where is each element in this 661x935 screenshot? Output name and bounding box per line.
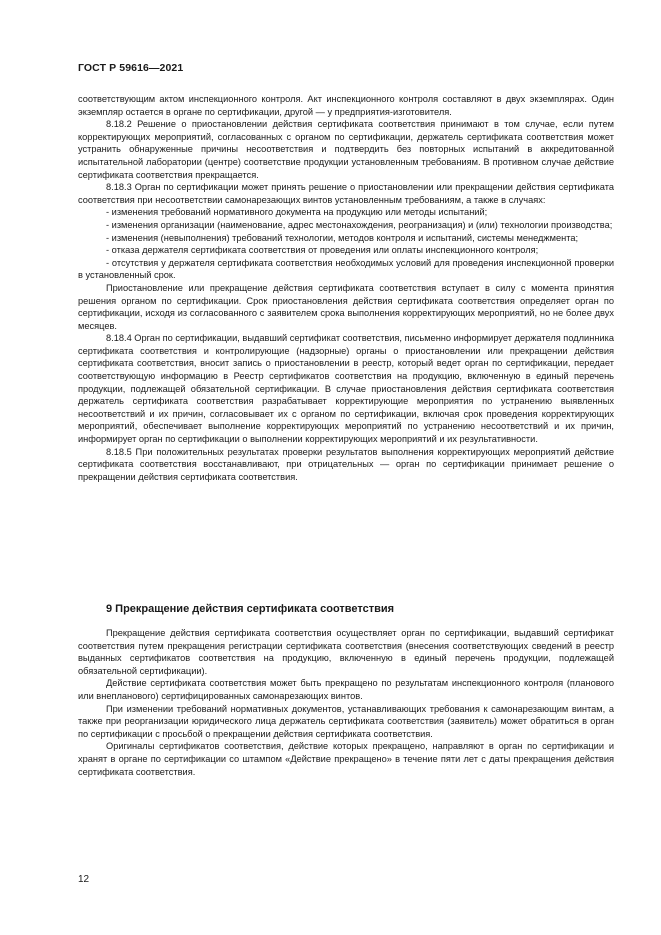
paragraph: Приостановление или прекращение действия сертификата соответствия вступает в силу с момента принятия решения органом по сертификации. Срок приостановления действия сертификата соответствия определяет орган по сертификации, исходя из согласованного с заявителем срока выполнения корректирующих мероприятий, но не более двух месяцев. <box>78 282 614 331</box>
paragraph: 8.18.2 Решение о приостановлении действия сертификата соответствия принимают в том случае, если путем корректирующих мероприятий, согласованных с органом по сертификации, держатель сертификата соответствия может устранить обнаруженные причины несоответствия и подтвердить без повторных испытаний в аккредитованной испытательной лаборатории (центре) соответствие продукции установленным требованиям. В противном случае действие сертификата соответствия прекращается. <box>78 119 614 180</box>
paragraph: При изменении требований нормативных документов, устанавливающих требования к самонарезающим винтам, а также при реорганизации юридического лица держатель сертификата соответствия (заявитель) может обратиться в орган по сертификации с просьбой о прекращении действия сертификата соответствия. <box>78 703 614 739</box>
paragraph: - отсутствия у держателя сертификата соответствия необходимых условий для проведения инспекционной проверки в установленный срок. <box>78 257 614 281</box>
section-9-title: 9 Прекращение действия сертификата соответствия <box>106 603 395 615</box>
page-number: 12 <box>78 874 90 885</box>
document-header: ГОСТ Р 59616—2021 <box>78 62 184 74</box>
paragraph: 8.18.3 Орган по сертификации может принять решение о приостановлении или прекращении действия сертификата соответствия при несоответствии самонарезающих винтов установленным требованиям, а также в случаях: <box>78 182 614 205</box>
paragraph: соответствующим актом инспекционного контроля. Акт инспекционного контроля составляют в двух экземплярах. Один экземпляр остается в органе по сертификации, другой — у предприятия-изготовителя. <box>78 94 614 117</box>
paragraph: - изменения требований нормативного документа на продукцию или методы испытаний; <box>106 207 488 218</box>
section-8-text <box>78 93 614 483</box>
paragraph: Оригиналы сертификатов соответствия, действие которых прекращено, направляют в орган по сертификации и хранят в органе по сертификации со штампом «Действие прекращено» в течение пяти лет с даты прекращения действия сертификата соответствия. <box>78 741 614 777</box>
section-9-text <box>78 627 614 778</box>
paragraph: Прекращение действия сертификата соответствия осуществляет орган по сертификации, выдавший сертификат соответствия путем прекращения регистрации сертификата соответствия (внесения соответствующих сведений в реестр выданных сертификатов соответствия на продукцию, включенную в единый перечень продукции, подлежащей обязательной сертификации). <box>78 628 614 676</box>
paragraph: - изменения (невыполнения) требований технологии, методов контроля и испытаний, системы менеджмента; <box>106 232 579 243</box>
paragraph: 8.18.4 Орган по сертификации, выдавший сертификат соответствия, письменно информирует держателя подлинника сертификата соответствия и контролирующие (надзорные) органы о приостановлении или прекращении действия сертификата соответствия, вносит запись о приостановлении в реестр, который ведет орган по сертификации, передает соответствующую информацию в Реестр сертификатов соответствия на продукцию, включенную в единый перечень продукции, подлежащей обязательной сертификации. В случае приостановления действия сертификата соответствия держатель сертификата соответствия разрабатывает корректирующие мероприятия по устранению выявленных несоответствий и их причин, согласовывает их с органом по сертификации, включая срок проведения корректирующих мероприятий, обеспечивает выполнение корректирующих мероприятий по устранению несоответствий и их причин, информирует орган по сертификации о выполнении корректирующих мероприятий и их результативности. <box>78 333 614 445</box>
paragraph: Действие сертификата соответствия может быть прекращено по результатам инспекционного контроля (планового или внепланового) сертифицированных самонарезающих винтов. <box>78 678 614 701</box>
paragraph: 8.18.5 При положительных результатах проверки результатов выполнения корректирующих мероприятий действие сертификата соответствия восстанавливают, при отрицательных — орган по сертификации принимает решение о прекращении действия сертификата соответствия. <box>78 446 614 482</box>
paragraph: - отказа держателя сертификата соответствия от проведения или оплаты инспекционного контроля; <box>106 245 539 256</box>
paragraph: - изменения организации (наименование, адрес местонахождения, реогранизация) и (или) технологии производства; <box>106 219 613 230</box>
